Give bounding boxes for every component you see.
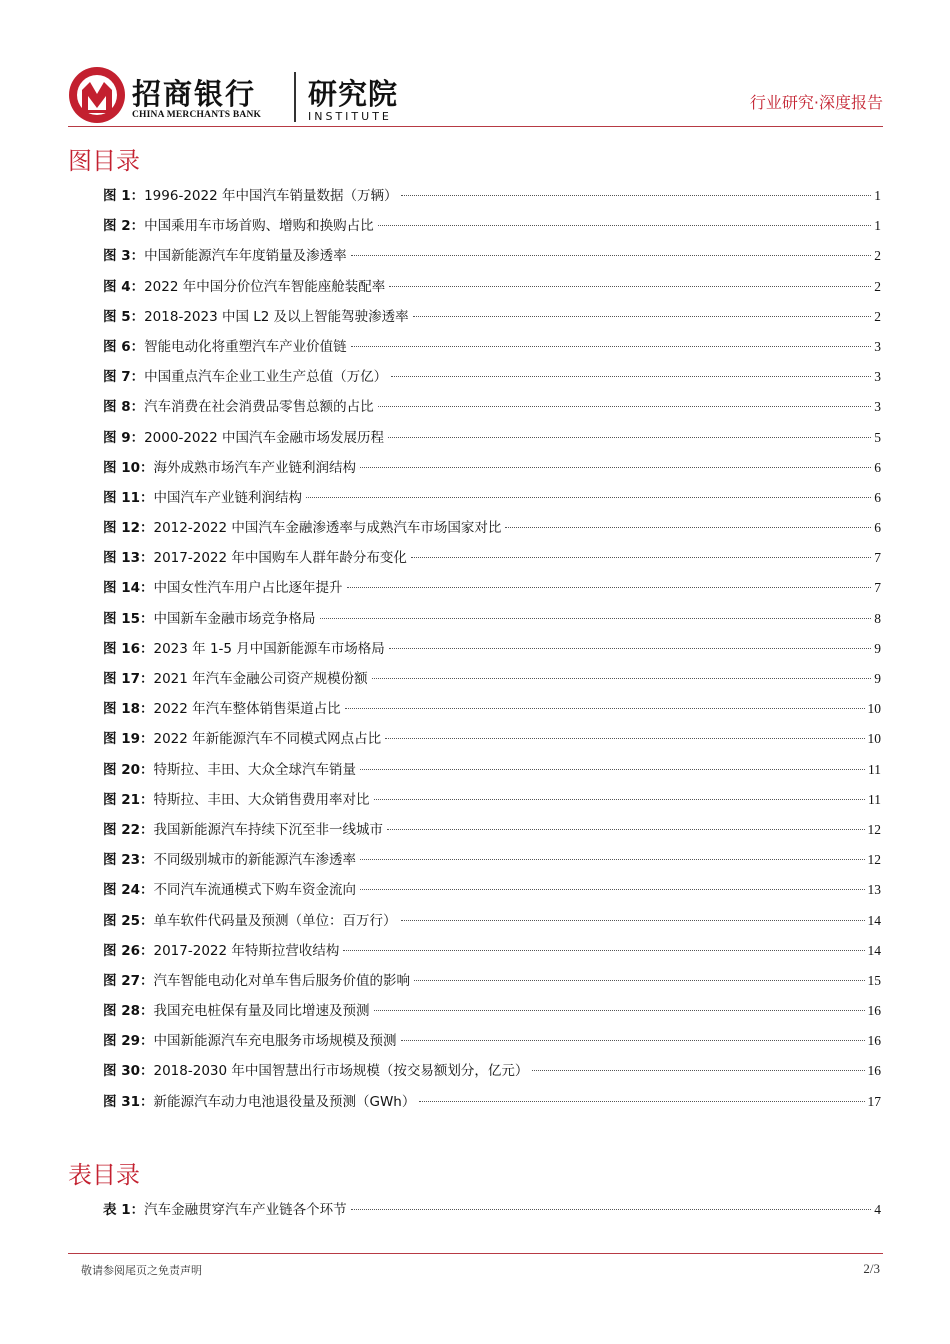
toc-entry-page: 3 <box>874 399 881 415</box>
toc-dot-leader <box>320 618 872 619</box>
toc-entry-label: 图 31： <box>103 1093 154 1110</box>
toc-entry-label: 图 16： <box>103 640 154 657</box>
footer-divider <box>68 1253 883 1254</box>
figures-toc-title: 图目录 <box>68 147 140 175</box>
toc-entry-page: 12 <box>867 821 881 837</box>
toc-entry-page: 7 <box>874 550 881 566</box>
toc-entry-page: 9 <box>874 671 881 686</box>
toc-entry-title: 汽车金融贯穿汽车产业链各个环节 <box>144 1202 347 1218</box>
toc-entry-page: 6 <box>874 489 881 505</box>
header-divider <box>68 126 883 127</box>
toc-entry[interactable] <box>103 996 881 1026</box>
toc-entry[interactable] <box>103 785 881 815</box>
toc-entry-label: 图 21： <box>103 791 154 808</box>
toc-entry[interactable] <box>103 815 881 845</box>
toc-entry-page: 1 <box>874 188 881 203</box>
toc-entry[interactable] <box>103 302 881 332</box>
toc-dot-leader <box>532 1070 864 1071</box>
toc-entry-page: 14 <box>867 912 881 928</box>
toc-entry-title: 2023 年 1-5 月中国新能源车市场格局 <box>153 640 385 657</box>
tables-toc-title: 表目录 <box>68 1161 140 1189</box>
toc-entry-title: 单车软件代码量及预测（单位：百万行） <box>153 912 397 929</box>
toc-entry-page: 15 <box>867 972 881 988</box>
toc-entry-title: 2022 年新能源汽车不同模式网点占比 <box>153 731 382 748</box>
toc-dot-leader <box>389 286 871 287</box>
toc-dot-leader <box>401 920 865 921</box>
toc-entry-title: 汽车消费在社会消费品零售总额的占比 <box>144 399 374 416</box>
toc-entry-title: 中国新车金融市场竞争格局 <box>153 610 316 627</box>
toc-entry-label: 图 23： <box>103 852 154 869</box>
toc-entry-title: 我国新能源汽车持续下沉至非一线城市 <box>153 821 383 838</box>
toc-entry[interactable] <box>103 483 881 513</box>
toc-entry-page: 2 <box>874 248 881 264</box>
toc-entry-page: 13 <box>867 882 881 898</box>
toc-entry-page: 14 <box>867 942 881 958</box>
toc-dot-leader <box>360 889 865 890</box>
toc-dot-leader <box>360 769 865 770</box>
toc-entry-page: 2 <box>874 308 881 324</box>
toc-dot-leader <box>413 316 872 317</box>
toc-entry-label: 图 20： <box>103 761 154 778</box>
institute-name-cn: 研究院 <box>308 77 399 111</box>
toc-dot-leader <box>378 406 872 407</box>
toc-dot-leader <box>388 437 871 438</box>
toc-entry-label: 图 25： <box>103 912 154 929</box>
toc-dot-leader <box>378 225 872 226</box>
toc-entry-title: 2018-2030 年中国智慧出行市场规模（按交易额划分，亿元） <box>153 1063 529 1080</box>
toc-entry-label: 图 13： <box>103 550 154 567</box>
toc-entry-label: 图 27： <box>103 972 154 989</box>
toc-entry-label: 图 12： <box>103 520 154 537</box>
toc-dot-leader <box>345 708 865 709</box>
toc-entry[interactable] <box>103 1195 881 1225</box>
institute-name-en: INSTITUTE <box>308 110 392 123</box>
toc-entry-title: 中国新能源汽车充电服务市场规模及预测 <box>153 1033 397 1050</box>
toc-entry[interactable] <box>103 181 881 211</box>
toc-entry[interactable] <box>103 936 881 966</box>
toc-entry-title: 中国汽车产业链利润结构 <box>153 489 302 506</box>
toc-entry[interactable] <box>103 875 881 905</box>
toc-entry[interactable] <box>103 362 881 392</box>
bank-name-en: CHINA MERCHANTS BANK <box>132 110 262 120</box>
toc-entry-page: 16 <box>867 1003 881 1019</box>
toc-entry-page: 17 <box>867 1093 881 1109</box>
toc-entry-title: 特斯拉、丰田、大众销售费用率对比 <box>153 791 370 808</box>
toc-entry-label: 图 4： <box>103 278 145 295</box>
toc-entry[interactable] <box>103 966 881 996</box>
toc-entry[interactable] <box>103 573 881 603</box>
toc-entry-page: 8 <box>874 610 881 626</box>
toc-dot-leader <box>306 497 871 498</box>
toc-dot-leader <box>401 195 871 196</box>
toc-entry-page: 10 <box>867 731 881 747</box>
toc-entry-label: 图 19： <box>103 731 154 748</box>
toc-entry-title: 中国重点汽车企业工业生产总值（万亿） <box>144 369 388 386</box>
toc-dot-leader <box>351 346 872 347</box>
bank-name-cn: 招商银行 <box>132 77 257 111</box>
toc-entry-title: 2021 年汽车金融公司资产规模份额 <box>153 671 368 687</box>
logo-divider <box>294 72 296 122</box>
toc-entry-label: 图 5： <box>103 308 145 325</box>
toc-entry-label: 图 14： <box>103 580 154 597</box>
toc-entry[interactable] <box>103 392 881 422</box>
toc-entry-title: 不同级别城市的新能源汽车渗透率 <box>153 852 356 869</box>
tables-toc-list <box>103 1195 881 1225</box>
toc-entry-page: 6 <box>874 459 881 475</box>
toc-entry-title: 汽车智能电动化对单车售后服务价值的影响 <box>153 972 410 989</box>
toc-entry-page: 7 <box>874 580 881 596</box>
toc-entry-title: 特斯拉、丰田、大众全球汽车销量 <box>153 761 356 778</box>
toc-dot-leader <box>374 1010 865 1011</box>
toc-entry[interactable] <box>103 755 881 785</box>
toc-dot-leader <box>387 829 865 830</box>
toc-dot-leader <box>360 859 865 860</box>
toc-entry[interactable] <box>103 211 881 241</box>
toc-entry[interactable] <box>103 694 881 724</box>
toc-entry-page: 11 <box>868 761 881 777</box>
toc-entry-page: 3 <box>874 369 881 385</box>
toc-entry[interactable] <box>103 543 881 573</box>
toc-dot-leader <box>347 587 872 588</box>
toc-entry-label: 图 8： <box>103 399 145 416</box>
toc-entry-label: 图 30： <box>103 1063 154 1080</box>
toc-dot-leader <box>351 1209 872 1210</box>
toc-entry[interactable] <box>103 906 881 936</box>
toc-entry-label: 图 3： <box>103 248 145 265</box>
toc-entry-label: 图 1： <box>103 188 145 204</box>
toc-entry-page: 9 <box>874 640 881 656</box>
toc-entry-title: 新能源汽车动力电池退役量及预测（GWh） <box>153 1093 416 1110</box>
toc-dot-leader <box>391 376 871 377</box>
toc-entry[interactable] <box>103 664 881 694</box>
toc-entry-title: 2017-2022 年特斯拉营收结构 <box>153 942 340 959</box>
toc-entry-title: 中国乘用车市场首购、增购和换购占比 <box>144 218 374 235</box>
toc-entry-title: 2022 年汽车整体销售渠道占比 <box>153 701 341 718</box>
toc-entry-title: 2012-2022 中国汽车金融渗透率与成熟汽车市场国家对比 <box>153 520 502 537</box>
figures-toc-list <box>103 181 881 1117</box>
toc-entry[interactable] <box>103 1026 881 1056</box>
toc-entry-label: 图 7： <box>103 369 145 386</box>
toc-dot-leader <box>372 678 872 679</box>
toc-dot-leader <box>505 527 871 528</box>
toc-entry-title: 我国充电桩保有量及同比增速及预测 <box>153 1003 370 1020</box>
toc-entry-label: 图 6： <box>103 338 145 355</box>
cmb-logo-icon <box>68 66 126 124</box>
toc-entry[interactable] <box>103 453 881 483</box>
toc-entry-title: 不同汽车流通模式下购车资金流向 <box>153 882 356 899</box>
toc-entry-label: 图 9： <box>103 429 145 446</box>
toc-dot-leader <box>360 467 871 468</box>
toc-dot-leader <box>419 1101 864 1102</box>
toc-entry-label: 图 22： <box>103 821 154 838</box>
toc-entry[interactable] <box>103 272 881 302</box>
toc-entry[interactable] <box>103 332 881 362</box>
toc-entry-title: 中国新能源汽车年度销量及渗透率 <box>144 248 347 265</box>
toc-entry-title: 2022 年中国分价位汽车智能座舱装配率 <box>144 278 386 295</box>
toc-entry-title: 中国女性汽车用户占比逐年提升 <box>153 580 343 597</box>
toc-entry-page: 11 <box>868 791 881 807</box>
toc-entry-label: 图 10： <box>103 459 154 476</box>
toc-dot-leader <box>343 950 864 951</box>
toc-entry-page: 2 <box>874 278 881 294</box>
toc-entry[interactable] <box>103 724 881 754</box>
toc-entry-title: 2018-2023 中国 L2 及以上智能驾驶渗透率 <box>144 308 409 325</box>
toc-entry-page: 16 <box>867 1063 881 1079</box>
toc-entry-page: 10 <box>867 701 881 717</box>
toc-entry-page: 4 <box>874 1202 881 1217</box>
page-header <box>68 66 883 126</box>
toc-dot-leader <box>351 255 872 256</box>
toc-entry-page: 16 <box>867 1033 881 1049</box>
toc-entry-label: 图 11： <box>103 489 154 506</box>
toc-entry[interactable] <box>103 845 881 875</box>
toc-entry[interactable] <box>103 604 881 634</box>
toc-entry-label: 表 1： <box>103 1202 145 1218</box>
toc-dot-leader <box>401 1040 865 1041</box>
toc-entry-title: 2000-2022 中国汽车金融市场发展历程 <box>144 429 384 446</box>
toc-entry-page: 6 <box>874 520 881 536</box>
toc-entry-label: 图 2： <box>103 218 145 235</box>
toc-entry-label: 图 28： <box>103 1003 154 1020</box>
toc-entry-page: 5 <box>874 429 881 445</box>
disclaimer-note: 敬请参阅尾页之免责声明 <box>81 1264 202 1277</box>
toc-entry-label: 图 15： <box>103 610 154 627</box>
toc-entry-label: 图 24： <box>103 882 154 899</box>
toc-entry[interactable] <box>103 634 881 664</box>
toc-entry-page: 1 <box>874 218 881 234</box>
toc-entry[interactable] <box>103 423 881 453</box>
toc-entry-label: 图 26： <box>103 942 154 959</box>
toc-entry-title: 智能电动化将重塑汽车产业价值链 <box>144 338 347 355</box>
report-type-label: 行业研究·深度报告 <box>749 93 883 112</box>
toc-entry[interactable] <box>103 1087 881 1117</box>
toc-dot-leader <box>389 648 871 649</box>
toc-entry[interactable] <box>103 513 881 543</box>
toc-entry-title: 海外成熟市场汽车产业链利润结构 <box>153 459 356 476</box>
toc-entry-page: 3 <box>874 338 881 354</box>
toc-dot-leader <box>374 799 866 800</box>
toc-entry[interactable] <box>103 241 881 271</box>
toc-entry[interactable] <box>103 1056 881 1086</box>
toc-entry-title: 1996-2022 年中国汽车销量数据（万辆） <box>144 188 398 204</box>
toc-dot-leader <box>411 557 871 558</box>
toc-entry-page: 12 <box>867 852 881 868</box>
toc-entry-title: 2017-2022 年中国购车人群年龄分布变化 <box>153 550 407 567</box>
page-number: 2/3 <box>863 1261 880 1276</box>
toc-entry-label: 图 17： <box>103 671 154 687</box>
toc-entry-label: 图 18： <box>103 701 154 718</box>
toc-dot-leader <box>414 980 865 981</box>
toc-dot-leader <box>385 738 864 739</box>
toc-entry-label: 图 29： <box>103 1033 154 1050</box>
